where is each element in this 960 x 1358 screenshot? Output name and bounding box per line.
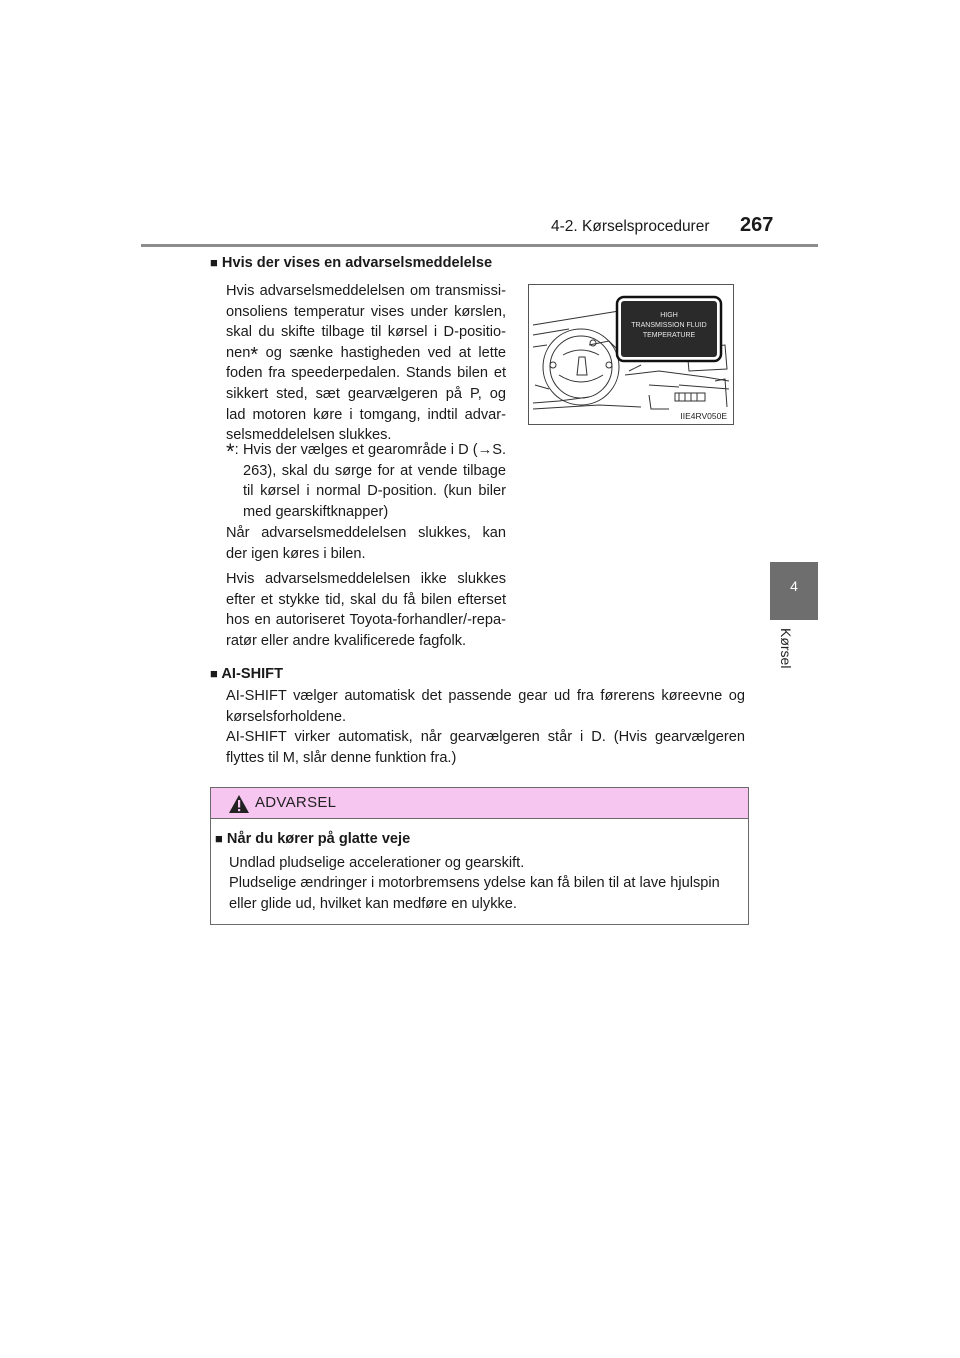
warning-message-paragraph: Hvis advarselsmeddelelsen om transmissi-onsoliens temperatur vises under kørslen, skal du skifte tilbage til kørsel i D-positio-nen* og sænke hastigheden ved at lette foden fra speederpedalen. Stands bilen et sikkert sted, sæt gearvælgeren på P, og lad motoren køre i tomgang, indtil advar-selsmeddelelsen slukkes. xyxy=(226,283,506,444)
display-line-3: TEMPERATURE xyxy=(642,332,696,339)
section-header: 4-2. Kørselsprocedurer xyxy=(551,218,710,235)
asterisk-marker: * xyxy=(250,343,259,366)
display-line-1: HIGH xyxy=(660,312,678,319)
dealer-paragraph: Hvis advarselsmeddelelsen ikke slukkes efter et stykke tid, skal du få bilen efterset hos en autoriseret Toyota-forhandler/-repa-ratør eller andre kvalificerede fagfolk. xyxy=(226,571,506,649)
warning-title: ADVARSEL xyxy=(255,794,337,811)
section-warning-message-heading: ■ Hvis der vises en advarselsmeddelelse xyxy=(210,255,493,271)
chapter-label-wrap xyxy=(770,628,818,688)
chapter-number: 4 xyxy=(790,578,798,594)
page-number: 267 xyxy=(740,214,774,236)
warning-header xyxy=(211,788,748,819)
footnote: *: Hvis der vælges et gearområde i D (→S. 263), skal du sørge for at vende tilbage til kørsel i normal D-position. (kun biler med gearskiftknapper) xyxy=(226,439,506,520)
ai-shift-heading: ■ AI-SHIFT xyxy=(210,666,283,682)
warning-triangle-icon xyxy=(228,794,250,814)
chapter-label: Kørsel xyxy=(778,628,794,669)
warning-box xyxy=(210,787,749,925)
ai-shift-paragraph-2: AI-SHIFT virker automatisk, når gearvælgeren står i D. (Hvis gearvælgeren flyttes til M, slår denne funktion fra.) xyxy=(226,729,745,766)
figure-code: IIE4RV050E xyxy=(680,411,727,421)
square-bullet-icon: ■ xyxy=(215,831,223,846)
warning-subtitle: ■ Når du kører på glatte veje xyxy=(215,831,411,847)
display-line-2: TRANSMISSION FLUID xyxy=(631,322,707,329)
dashboard-illustration xyxy=(528,284,734,425)
dashboard-drawing xyxy=(529,285,733,424)
warning-line-1: Undlad pludselige accelerationer og gearskift. xyxy=(229,855,525,871)
message-off-paragraph: Når advarselsmeddelelsen slukkes, kan der igen køres i bilen. xyxy=(226,525,506,562)
warning-line-2: Pludselige ændringer i motorbremsens ydelse kan få bilen til at lave hjulspin eller glide ud, hvilket kan medføre en ulykke. xyxy=(229,875,720,912)
square-bullet-icon: ■ xyxy=(210,255,218,270)
header-rule xyxy=(141,244,818,247)
square-bullet-icon: ■ xyxy=(210,666,218,681)
ai-shift-paragraph-1: AI-SHIFT vælger automatisk det passende gear ud fra førerens køreevne og kørselsforholdene. xyxy=(226,688,745,725)
